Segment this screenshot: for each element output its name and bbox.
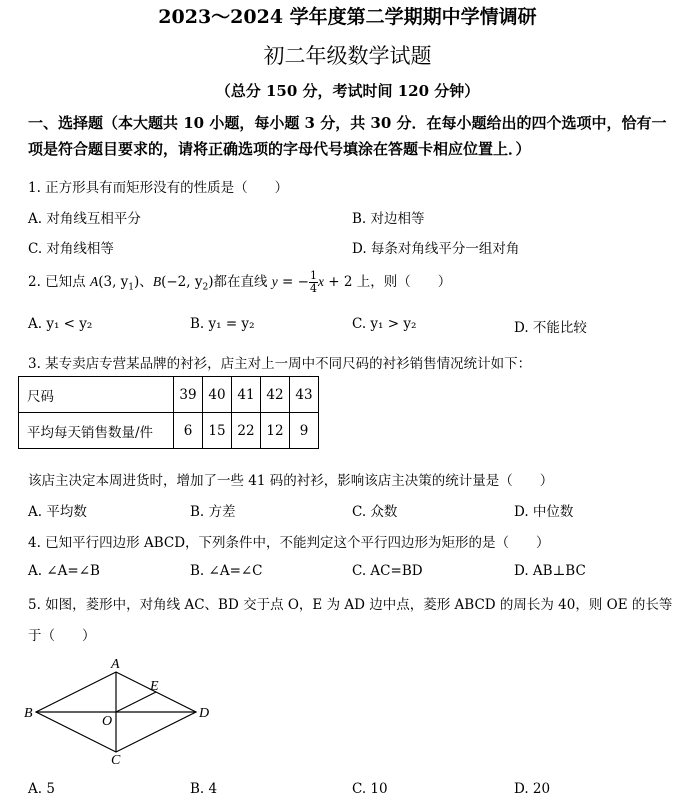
q5-option-c: C. 10 bbox=[352, 781, 388, 797]
q1-option-b: B. 对边相等 bbox=[352, 211, 425, 227]
q2-option-d: D. 不能比较 bbox=[514, 320, 587, 336]
q3-option-d: D. 中位数 bbox=[514, 504, 574, 520]
q4-option-a: A. ∠A=∠B bbox=[28, 563, 100, 579]
q2-option-b: B. y₁ = y₂ bbox=[190, 316, 255, 332]
fraction-one-quarter: $\frac{1}{4}$ bbox=[309, 269, 317, 295]
q1-option-c: C. 对角线相等 bbox=[28, 241, 114, 257]
segment-oe bbox=[116, 692, 156, 712]
table-row bbox=[19, 377, 319, 413]
table-cell: 42 bbox=[261, 377, 290, 413]
table-cell: 41 bbox=[232, 377, 261, 413]
q4-option-b: B. ∠A=∠C bbox=[190, 563, 263, 579]
table-cell: 43 bbox=[290, 377, 319, 413]
q4-stem: 4. 已知平行四边形 ABCD，下列条件中，不能判定这个平行四边形为矩形的是（ ） bbox=[28, 535, 550, 551]
table-row bbox=[19, 413, 319, 449]
table-cell: 39 bbox=[174, 377, 203, 413]
table-cell: 12 bbox=[261, 413, 290, 449]
sales-table bbox=[18, 376, 319, 449]
exam-meta: （总分 150 分，考试时间 120 分钟） bbox=[215, 82, 480, 100]
section-instructions-line2: 项是符合题目要求的，请将正确选项的字母代号填涂在答题卡相应位置上．） bbox=[28, 140, 531, 158]
exam-title: 2023～2024 学年度第二学期期中学情调研 bbox=[158, 6, 537, 28]
q1-option-d: D. 每条对角线平分一组对角 bbox=[352, 241, 520, 257]
table-cell: 22 bbox=[232, 413, 261, 449]
q5-stem-line1: 5. 如图，菱形中，对角线 AC、BD 交于点 O，E 为 AD 边中点，菱形 ABCD 的周长为 40，则 OE 的长等 bbox=[28, 597, 673, 613]
q3-followup: 该店主决定本周进货时，增加了一些 41 码的衬衫，影响该店主决策的统计量是（ ） bbox=[28, 473, 554, 489]
q1-stem: 1. 正方形具有而矩形没有的性质是（ ） bbox=[28, 180, 289, 196]
label-e: E bbox=[150, 679, 159, 694]
q1-option-a: A. 对角线互相平分 bbox=[28, 211, 141, 227]
table-cell: 6 bbox=[174, 413, 203, 449]
q5-option-d: D. 20 bbox=[514, 781, 551, 797]
q3-option-a: A. 平均数 bbox=[28, 504, 87, 520]
table-cell: 15 bbox=[203, 413, 232, 449]
q3-stem: 3. 某专卖店专营某品牌的衬衫，店主对上一周中不同尺码的衬衫销售情况统计如下： bbox=[28, 356, 532, 372]
q3-option-c: C. 众数 bbox=[352, 504, 398, 520]
section-instructions-line1: 一、选择题（本大题共 10 小题，每小题 3 分，共 30 分．在每小题给出的四个选项中，恰有一 bbox=[28, 114, 667, 132]
q4-option-c: C. AC=BD bbox=[352, 563, 423, 579]
label-c: C bbox=[111, 753, 121, 764]
q5-option-a: A. 5 bbox=[28, 781, 55, 797]
q3-option-b: B. 方差 bbox=[190, 504, 236, 520]
q4-option-d: D. AB⊥BC bbox=[514, 563, 586, 579]
q2-stem: 2. 已知点 A(3, $y_1$)、B(−2, $y_2$)都在直线 y = − $\frac{1}{4}$ x + 2 上，则（ ） bbox=[28, 269, 452, 295]
label-a: A bbox=[111, 657, 120, 672]
q2-option-c: C. y₁ > y₂ bbox=[352, 316, 417, 332]
table-header-size: 尺码 bbox=[19, 377, 174, 413]
rhombus-figure bbox=[22, 652, 222, 764]
q5-option-b: B. 4 bbox=[190, 781, 218, 797]
exam-subtitle: 初二年级数学试题 bbox=[263, 44, 432, 68]
table-cell: 9 bbox=[290, 413, 319, 449]
q5-stem-line2: 于（ ） bbox=[28, 628, 96, 644]
label-b: B bbox=[24, 706, 33, 721]
table-cell: 40 bbox=[203, 377, 232, 413]
label-o: O bbox=[102, 714, 113, 729]
label-d: D bbox=[199, 706, 210, 721]
table-header-sales: 平均每天销售数量/件 bbox=[19, 413, 174, 449]
q2-option-a: A. y₁ < y₂ bbox=[28, 316, 93, 332]
